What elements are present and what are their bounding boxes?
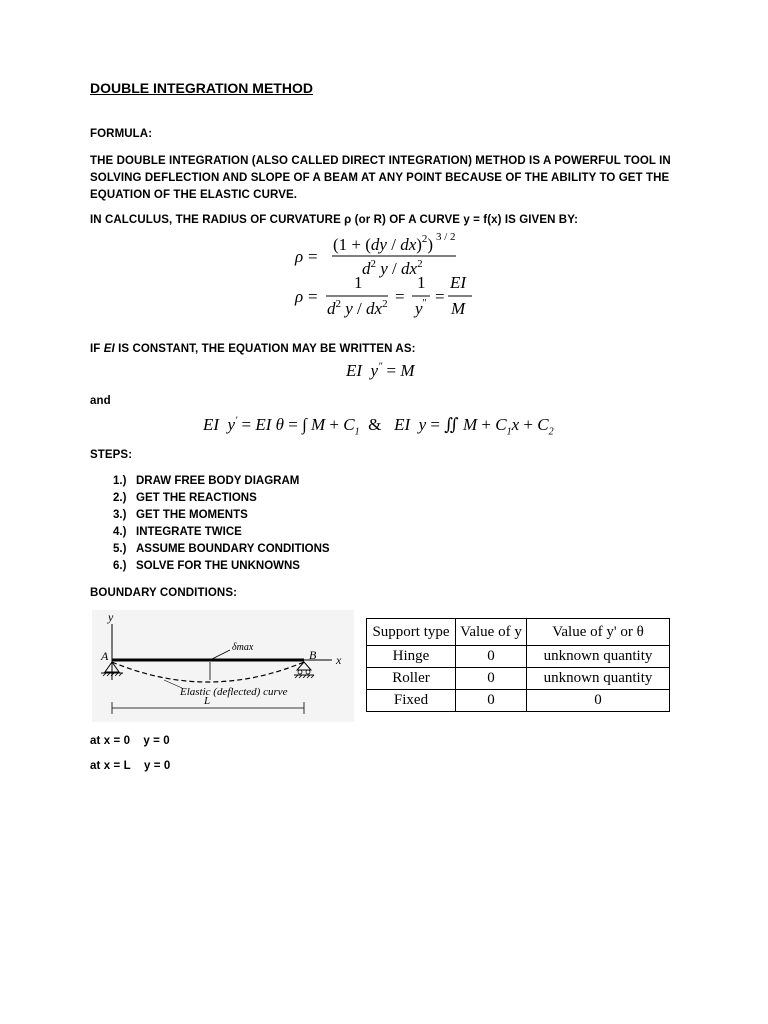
rho-symbol: ρ bbox=[295, 247, 304, 266]
list-item: 3.) GET THE MOMENTS bbox=[113, 509, 248, 521]
list-item: 5.) ASSUME BOUNDARY CONDITIONS bbox=[113, 543, 330, 555]
and-label: and bbox=[90, 395, 111, 407]
intro-line: SOLVING DEFLECTION AND SLOPE OF A BEAM AT ANY POINT BECAUSE OF THE ABILITY TO GET THE bbox=[90, 172, 670, 184]
table-row bbox=[367, 646, 670, 668]
exponent: 3 / 2 bbox=[436, 231, 456, 243]
integration-equations: EI y' = EI θ = ∫ $M + C_1$ & EI y = ∬ $M + C_1x + C_2$ bbox=[203, 415, 554, 438]
condition-line: at x = L y = 0 bbox=[90, 760, 171, 772]
svg-text:=: = bbox=[435, 287, 445, 306]
boundary-heading: BOUNDARY CONDITIONS: bbox=[90, 587, 238, 599]
delta-max-label: δmax bbox=[232, 642, 254, 653]
svg-text:1: 1 bbox=[354, 273, 363, 292]
table-cell: Hinge bbox=[367, 646, 456, 668]
table-row bbox=[367, 668, 670, 690]
point-a-label: A bbox=[101, 649, 109, 663]
condition-line: at x = 0 y = 0 bbox=[90, 735, 170, 747]
point-b-label: B bbox=[309, 648, 317, 662]
numerator: (1 + (dy / dx)$^2$) bbox=[333, 233, 434, 254]
column-header: Value of y' or θ bbox=[527, 619, 670, 646]
table-cell: unknown quantity bbox=[527, 646, 670, 668]
table-cell: 0 bbox=[456, 646, 527, 668]
table-cell: 0 bbox=[527, 690, 670, 712]
curve-label: Elastic (deflected) curve bbox=[180, 686, 288, 698]
x-axis-label: x bbox=[336, 653, 342, 667]
ei-constant-line: IF EI IS CONSTANT, THE EQUATION MAY BE WRITTEN AS: bbox=[90, 343, 416, 355]
svg-text:M: M bbox=[451, 299, 466, 318]
equals-sign: = bbox=[308, 287, 318, 306]
support-table bbox=[366, 618, 670, 712]
list-item: 4.) INTEGRATE TWICE bbox=[113, 526, 242, 538]
calculus-line: IN CALCULUS, THE RADIUS OF CURVATURE ρ (or R) OF A CURVE y = f(x) IS GIVEN BY: bbox=[90, 214, 579, 226]
list-item: 2.) GET THE REACTIONS bbox=[113, 492, 257, 504]
svg-text:d2 y / dx2: $d^2$ y / $dx^2$ bbox=[327, 298, 388, 318]
table-cell: 0 bbox=[456, 690, 527, 712]
steps-heading: STEPS: bbox=[90, 449, 133, 461]
intro-line: THE DOUBLE INTEGRATION (ALSO CALLED DIRECT INTEGRATION) METHOD IS A POWERFUL TOOL IN bbox=[90, 155, 671, 167]
table-cell: unknown quantity bbox=[527, 668, 670, 690]
table-header-row bbox=[367, 619, 670, 646]
formula-heading: FORMULA: bbox=[90, 128, 153, 140]
table-cell: 0 bbox=[456, 668, 527, 690]
y-axis-label: y bbox=[108, 610, 114, 624]
beam-diagram bbox=[92, 610, 354, 722]
svg-text:=: = bbox=[395, 287, 405, 306]
svg-text:1: 1 bbox=[417, 273, 426, 292]
list-item: 6.) SOLVE FOR THE UNKNOWNS bbox=[113, 560, 300, 572]
list-item: 1.) DRAW FREE BODY DIAGRAM bbox=[113, 475, 300, 487]
intro-line: EQUATION OF THE ELASTIC CURVE. bbox=[90, 189, 298, 201]
table-cell: Roller bbox=[367, 668, 456, 690]
column-header: Value of y bbox=[456, 619, 527, 646]
intro-paragraph bbox=[90, 153, 671, 204]
rho-symbol: ρ bbox=[295, 287, 304, 306]
column-header: Support type bbox=[367, 619, 456, 646]
table-cell: Fixed bbox=[367, 690, 456, 712]
table-row bbox=[367, 690, 670, 712]
diagram-background bbox=[92, 610, 354, 722]
equals-sign: = bbox=[308, 247, 318, 266]
svg-text:EI: EI bbox=[450, 273, 467, 292]
curvature-equations bbox=[290, 226, 490, 318]
page-title: DOUBLE INTEGRATION METHOD bbox=[90, 80, 313, 96]
ei-equation: EI y" = M bbox=[346, 361, 415, 380]
length-label: L bbox=[204, 695, 211, 707]
denominator: $d^2$ y / $dx^2$ bbox=[362, 258, 423, 278]
svg-text:y": y" bbox=[415, 298, 427, 318]
